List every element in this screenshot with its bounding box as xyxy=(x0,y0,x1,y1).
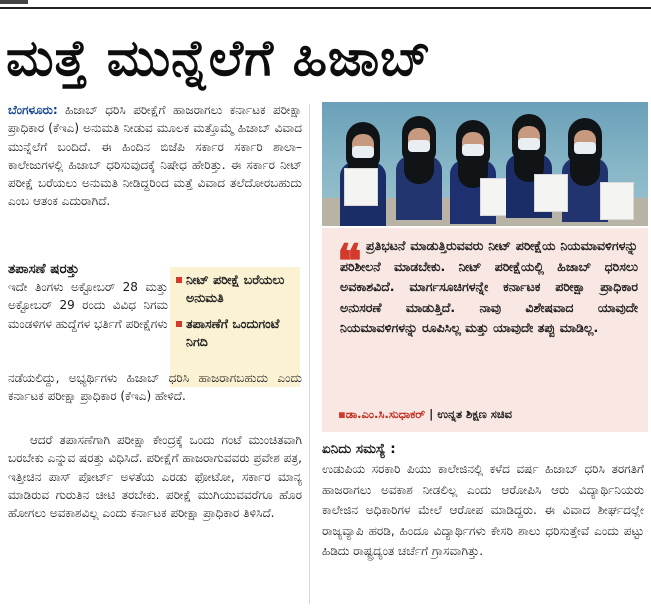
quote-author: ಡಾ.ಎಂ.ಸಿ.ಸುಧಾಕರ್ xyxy=(345,407,426,421)
callout-item-neet-permission: ನೀಟ್ ಪರೀಕ್ಷೆ ಬರೆಯಲು ಅನುಮತಿ xyxy=(176,271,294,307)
lead-paragraph xyxy=(8,101,302,285)
callout-item-one-hour-check: ತಪಾಸಣೆಗೆ ಒಂದುಗಂಟೆ ನಿಗದಿ xyxy=(176,315,294,351)
subhead-inspection-condition: ತಪಾಸಣೆ ಷರತ್ತು xyxy=(8,261,80,277)
placard xyxy=(600,182,634,220)
subhead-what-is-issue: ಏನಿದು ಸಮಸ್ಯೆ : xyxy=(322,441,396,457)
paragraph-exam-dates: ಇದೇ ತಿಂಗಳು ಅಕ್ಟೋಬರ್ 28 ಮತ್ತು ಅಕ್ಟೋಬರ್ 29 ರಂದು ವಿವಿಧ ನಿಗಮ ಮಂಡಳಿಗಳ ಹುದ್ದೆಗಳ ಭರ್ತಿಗೆ ಪರೀಕ್ಷೆಗಳು xyxy=(8,280,168,331)
students-photo xyxy=(322,102,648,226)
quote-byline xyxy=(338,404,644,424)
dateline: ಬೆಂಗಳೂರು: xyxy=(8,103,58,117)
paragraph-conditions: ಆದರೆ ತಪಾಸಣೆಗಾಗಿ ಪರೀಕ್ಷಾ ಕೇಂದ್ರಕ್ಕೆ ಒಂದು ಗಂಟೆ ಮುಂಚಿತವಾಗಿ ಬರಬೇಕು ಎನ್ನುವ ಷರತ್ತು ವಿಧಿಸಿದೆ. ಪರೀಕ್ಷೆಗೆ ಹಾಜರಾಗುವವರು ಪ್ರವೇಶ ಪತ್ರ, ಇತ್ತೀಚಿನ ಪಾಸ್ ಪೋರ್ಟ್ ಅಳತೆಯ ಎರಡು ಫೋಟೋ, ಸರ್ಕಾರ ಮಾನ್ಯ ಮಾಡಿರುವ ಗುರುತಿನ ಚೀಟಿ ತರಬೇಕು. ಪರೀಕ್ಷೆ ಮುಗಿಯುವವರೆಗೂ ಹೊರ ಹೋಗಲು ಅವಕಾಶವಿಲ್ಲ ಎಂದು ಕರ್ನಾಟಕ ಪರೀಕ್ಷಾ ಪ್ರಾಧಿಕಾರ ತಿಳಿಸಿದೆ. xyxy=(8,433,302,521)
minister-quote-box xyxy=(322,228,648,432)
column-divider xyxy=(309,104,310,604)
quote-mark-icon: ❝ xyxy=(337,234,362,288)
paragraph-background: ಉಡುಪಿಯ ಸರಕಾರಿ ಪಿಯು ಕಾಲೇಜಿನಲ್ಲಿ ಕಳೆದ ವರ್ಷ ಹಿಜಾಬ್ ಧರಿಸಿ ತರಗತಿಗೆ ಹಾಜರಾಗಲು ಅವಕಾಶ ನೀಡಲಿಲ್ಲ ಎಂದು ಆರೋಪಿಸಿ ಆರು ವಿದ್ಯಾರ್ಥಿನಿಯರು ಕಾಲೇಜಿನ ಅಧಿಕಾರಿಗಳ ಮೇಲೆ ಆರೋಪ ಮಾಡಿದ್ದರು. ಈ ವಿವಾದ ಶೀರ್ಘದಲ್ಲೇ ರಾಜ್ಯವ್ಯಾಪಿ ಹರಡಿ, ಹಿಂದೂ ವಿದ್ಯಾರ್ಥಿಗಳು ಕೇಸರಿ ಶಾಲು ಧರಿಸುತ್ತೇವೆ ಎಂದು ಪಟ್ಟು ಹಿಡಿದು ರಾಷ್ಟ್ರದ್ಯಂತ ಚರ್ಚೆಗೆ ಗ್ರಾಸವಾಗಿತ್ತು. xyxy=(322,462,644,559)
paragraph-kea-statement: ನಡೆಯಲಿದ್ದು, ಅಭ್ಯರ್ಥಿಗಳು ಹಿಜಾಬ್ ಧರಿಸಿ ಹಾಜರಾಗಬಹುದು ಎಂದು ಕರ್ನಾಟಕ ಪರೀಕ್ಷಾ ಪ್ರಾಧಿಕಾರ (ಕೆಇಎ) ಹೇಳಿದೆ. xyxy=(8,371,302,404)
top-edge-ink xyxy=(0,0,28,4)
placard xyxy=(534,174,568,212)
quote-text: ಪ್ರತಿಭಟನೆ ಮಾಡುತ್ತಿರುವವರು ನೀಟ್ ಪರೀಕ್ಷೆಯ ನಿಯಮಾವಳಿಗಳನ್ನು ಪರಿಶೀಲನೆ ಮಾಡಬೇಕು. ನೀಟ್ ಪರೀಕ್ಷೆಯಲ್ಲಿ ಹಿಜಾಬ್ ಧರಿಸಲು ಅವಕಾಶವಿದೆ. ಮಾರ್ಗಸೂಚಿಗಳನ್ನೇ ಕರ್ನಾಟಕ ಪರೀಕ್ಷಾ ಪ್ರಾಧಿಕಾರ ಅನುಸರಣೆ ಮಾಡುತ್ತಿದೆ. ನಾವು ವಿಶೇಷವಾದ ಯಾವುದೇ ನಿಯಮಾವಳಿಗಳನ್ನು ರೂಪಿಸಿಲ್ಲ ಮತ್ತು ಯಾವುದೇ ತಪ್ಪು ಮಾಡಿಲ್ಲ. xyxy=(340,238,638,335)
byline-separator: | xyxy=(429,407,434,421)
lead-paragraph-text: ಹಿಜಾಬ್ ಧರಿಸಿ ಪರೀಕ್ಷೆಗೆ ಹಾಜರಾಗಲು ಕರ್ನಾಟಕ ಪರೀಕ್ಷಾ ಪ್ರಾಧಿಕಾರ (ಕೆಇಎ) ಅನುಮತಿ ನೀಡುವ ಮೂಲಕ ಮತ್ತೊಮ್ಮೆ ಹಿಜಾಬ್ ವಿವಾದ ಮುನ್ನೆಲೆಗೆ ಬಂದಿದೆ. ಈ ಹಿಂದಿನ ಬಿಜೆಪಿ ಸರ್ಕಾರ ಸರ್ಕಾರಿ ಶಾಲಾ–ಕಾಲೇಜುಗಳಲ್ಲಿ ಹಿಜಾಬ್ ಧರಿಸುವುದಕ್ಕೆ ನಿಷೇಧ ಹೇರಿತ್ತು. ಈ ಸರ್ಕಾರ ನೀಟ್ ಪರೀಕ್ಷೆ ಬರೆಯಲು ಅನುಮತಿ ನೀಡಿದ್ದರಿಂದ ಮತ್ತೆ ವಿವಾದ ತಲೆದೋರಬಹುದು ಎಂಬ ಆತಂಕ ಎದುರಾಗಿದೆ. xyxy=(8,103,302,209)
top-rule xyxy=(0,7,651,9)
headline: ಮತ್ತೆ ಮುನ್ನೆಲೆಗೆ ಹಿಜಾಬ್ xyxy=(6,29,432,87)
student-figure xyxy=(396,116,442,220)
placard xyxy=(344,168,378,206)
quote-author-role: ಉನ್ನತ ಶಿಕ್ಷಣ ಸಚಿವ xyxy=(437,407,512,421)
byline-marker: ▪ xyxy=(338,407,346,421)
